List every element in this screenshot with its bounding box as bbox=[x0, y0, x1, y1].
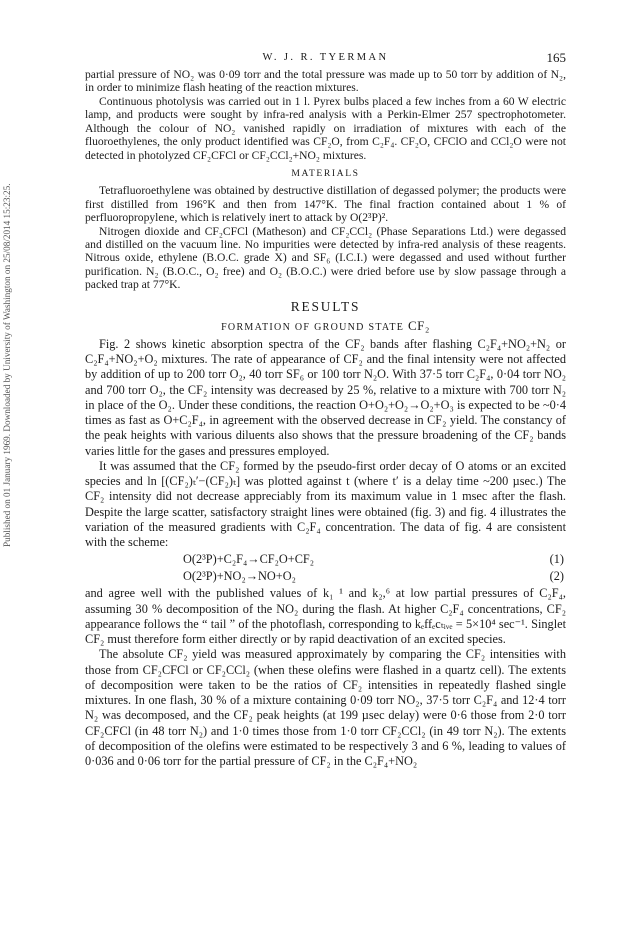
page-number: 165 bbox=[546, 50, 566, 65]
results-paragraph-1: Fig. 2 shows kinetic absorption spectra of the CF₂ bands after flashing C₂F₄+NO₂+N₂ or C₂F₄+NO₂+O₂ mixtures. The rate of appearance of CF₂ and the final intensity were not affected by addition of up to 200 torr O₂, 40 torr SF₆ or 100 torr N₂O. With 37·5 torr C₂F₄, 0·04 torr NO₂ and 700 torr O₂, the CF₂ intensity was decreased by 25 %, relative to a mixture with 700 torr N₂ in place of the O₂. Under these conditions, the reaction O+O₂+O₂→O₂+O₃ is expected to be ~0·4 times as fast as O+C₂F₄, in agreement with the observed decrease in CF₂ yield. The constancy of the peak heights with various diluents also shows that the pressure broadening of the CF₂ bands varies little for the gases and pressures employed. bbox=[85, 336, 566, 458]
intro-section bbox=[85, 68, 566, 162]
equation-1-formula: O(2³P)+C₂F₄→CF₂O+CF₂ bbox=[183, 552, 315, 567]
running-header bbox=[85, 50, 566, 68]
results-paragraph-4: The absolute CF₂ yield was measured approximately by comparing the CF₂ intensities with those from CF₂CFCl or CF₂CCl₂ (when these olefins were flashed in a quartz cell). The extents of decomposition were taken to be the ratios of CF₂ intensities in repeatedly flashed single mixtures. In one flash, 30 % of a mixture containing 0·09 torr NO₂, 37·5 torr C₂F₄ and 12·4 torr N₂ was decomposed, and the CF₂ peak heights (at 199 µsec delay) were 0·6 those from 2·0 torr CF₂CFCl (in 48 torr N₂) and 1·0 times those from 1·0 torr CF₂CCl₂ (in 49 torr N₂). The extents of decomposition of the olefins were estimated to be respectively 3 and 6 %, leading to values of 0·036 and 0·06 torr for the partial pressure of CF₂ in the C₂F₄+NO₂ bbox=[85, 647, 566, 769]
results-heading: RESULTS bbox=[290, 298, 361, 314]
materials-paragraph-2: Nitrogen dioxide and CF₂CFCl (Matheson) and CF₂CCl₂ (Phase Separations Ltd.) were degassed and distilled on the vacuum line. No impurities were detected by infra-red analysis of these reagents. Nitrous oxide, ethylene (B.O.C. grade X) and SF₆ (I.C.I.) were degassed and used without further purification. N₂ (B.O.C., O₂ free) and O₂ (B.O.C.) were dried before use by slow passage through a packed trap at 77°K. bbox=[85, 224, 566, 292]
download-watermark: Published on 01 January 1969. Downloaded by University of Washington on 25/08/2014 15:23:25. bbox=[2, 183, 12, 547]
results-section bbox=[85, 337, 566, 770]
materials-section bbox=[85, 184, 566, 292]
results-paragraph-2: It was assumed that the CF₂ formed by the pseudo-first order decay of O atoms or an excited species and ln [(CF₂)ₜ′−(CF₂)ₜ] was plotted against t (where t′ is a delay time ~200 µsec.) The CF₂ intensity did not decrease appreciably from its maximum value in 1 msec after the flash. Despite the large scatter, satisfactory straight lines were obtained (fig. 3) and fig. 4 illustrates the variation of the measured gradients with C₂F₄ concentration. The data of fig. 4 are consistent with the scheme: bbox=[85, 458, 566, 550]
page-body bbox=[85, 50, 566, 769]
results-paragraph-3: and agree well with the published values of k₁ ¹ and k₂,⁶ at low partial pressures of C₂F₄, assuming 30 % decomposition of the NO₂ during the flash. At higher C₂F₄ concentrations, CF₂ appearance follows the “ tail ” of the photoflash, corresponding to kₑffₑcₜᵢᵥₑ = 5×10⁴ sec⁻¹. Singlet CF₂ must therefore form either directly or by rapid deactivation of an excited species. bbox=[85, 586, 566, 647]
running-author: W. J. R. TYERMAN bbox=[262, 52, 389, 63]
intro-paragraph-1: partial pressure of NO₂ was 0·09 torr and the total pressure was made up to 50 torr by addition of N₂, in order to minimize flash heating of the reaction mixtures. bbox=[85, 68, 566, 95]
materials-paragraph-1: Tetrafluoroethylene was obtained by destructive distillation of degassed polymer; the products were first distilled from 196°K and then from 147°K. The final fraction contained about 1 % of perfluoropropylene, which is relatively inert to attack by O(2³P)². bbox=[85, 184, 566, 225]
equation-2-formula: O(2³P)+NO₂→NO+O₂ bbox=[183, 569, 296, 584]
intro-paragraph-2: Continuous photolysis was carried out in 1 l. Pyrex bulbs placed a few inches from a 60 W electric lamp, and products were sought by infra-red analysis with a Perkin-Elmer 257 spectrophotometer. Although the colour of NO₂ vanished rapidly on irradiation of mixtures with each of the fluoroethylenes, the only product identified was CF₂O, from C₂F₄. CF₂O, CFClO and CCl₂O were not detected in photolyzed CF₂CFCl or CF₂CCl₂+NO₂ mixtures. bbox=[85, 94, 566, 162]
equation-2 bbox=[85, 568, 566, 585]
equation-block bbox=[85, 551, 566, 585]
equation-2-number: (2) bbox=[549, 569, 564, 584]
results-subheading bbox=[85, 318, 566, 334]
equation-1-number: (1) bbox=[549, 552, 564, 567]
subheading-species: CF₂ bbox=[407, 317, 430, 333]
equation-1 bbox=[85, 551, 566, 568]
materials-heading: MATERIALS bbox=[291, 168, 360, 180]
subheading-text: FORMATION OF GROUND STATE bbox=[221, 321, 405, 333]
